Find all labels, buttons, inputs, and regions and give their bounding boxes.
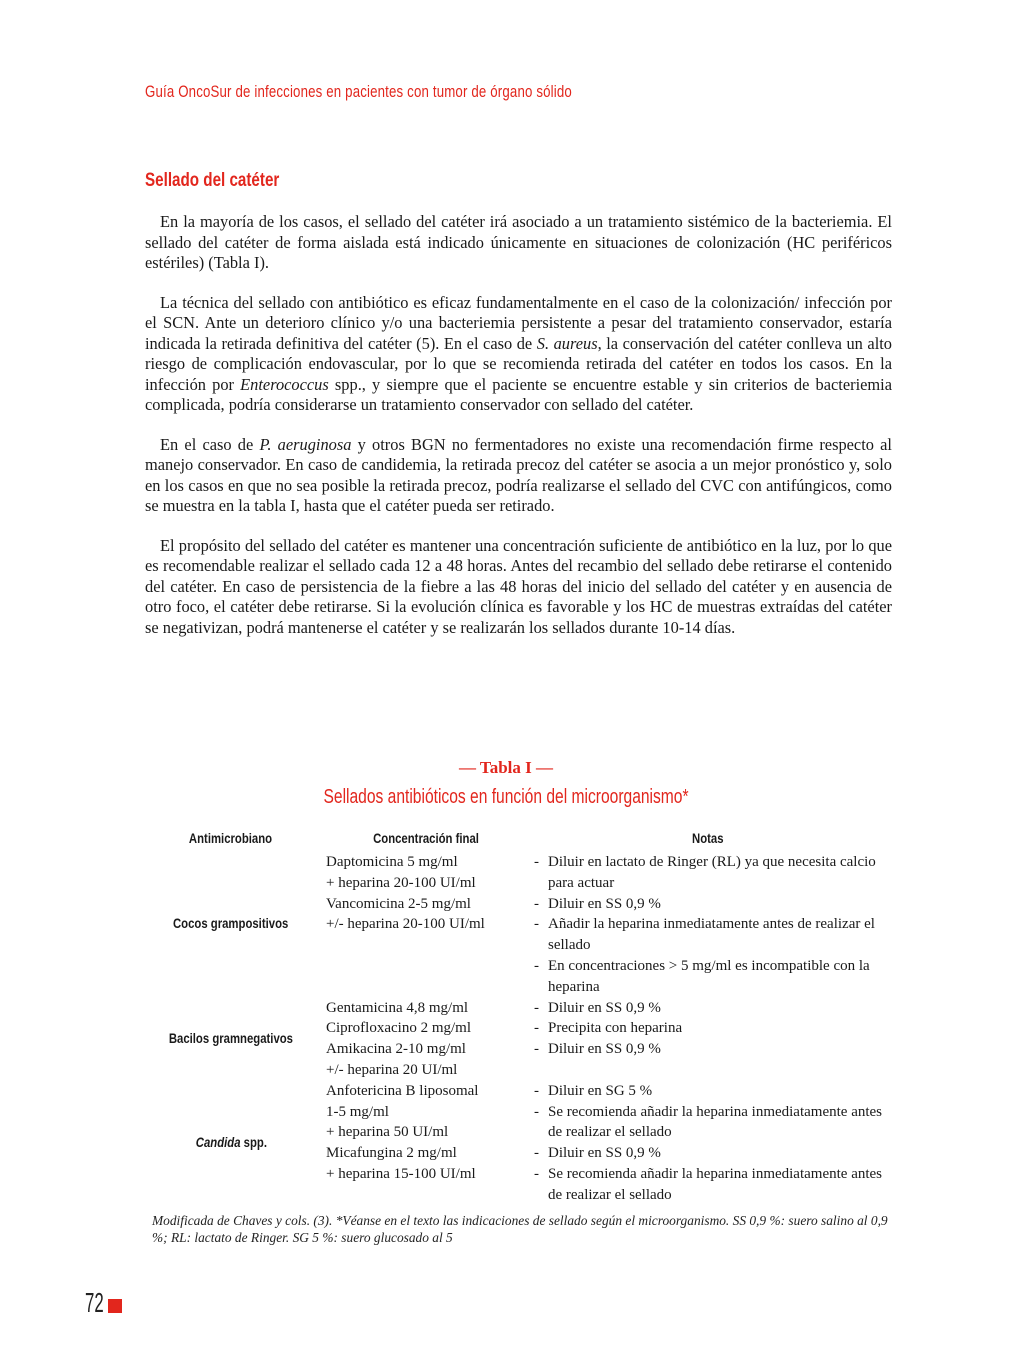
concentration-cell [312, 1081, 526, 1206]
concentration-cell [312, 852, 526, 998]
running-header: Guía OncoSur de infecciones en pacientes con tumor de órgano sólido [145, 82, 572, 101]
concentration-line: Amikacina 2-10 mg/ml [326, 1041, 466, 1058]
paragraph-1: En la mayoría de los casos, el sellado del catéter irá asociado a un tratamiento sistémico de la bacteriemia. El sellado del catéter de forma aislada está indicado únicamente en situaciones de colonización (HC periféricos estériles) (Tabla I). [145, 212, 892, 272]
note-item: - Diluir en SS 0,9 % [534, 1145, 661, 1162]
concentration-line: +/- heparina 20-100 UI/ml [326, 916, 485, 933]
paragraph-3: En el caso de P. aeruginosa y otros BGN no fermentadores no existe una recomendación firme respecto al manejo conservador. En caso de candidemia, la retirada precoz del catéter se asocia a un mejor pronóstico y, solo en los casos en que no sea posible la retirada precoz, podría realizarse el sellado del CVC con antifúngicos, como se muestra en la tabla I, hasta que el catéter pueda ser retirado. [145, 434, 892, 515]
concentration-line: Vancomicina 2-5 mg/ml [326, 895, 471, 912]
notes-cell [526, 1081, 890, 1206]
table-body [150, 852, 890, 1206]
paragraph-2: La técnica del sellado con antibiótico es eficaz fundamentalmente en el caso de la colonización/ infección por el SCN. Ante un deterioro clínico y/o una bacteriemia persistente a pesar del tratamiento conservador, estaría indicada la retirada definitiva del catéter (5). En el caso de S. aureus, la conservación del catéter conlleva un alto riesgo de complicación endovascular, por lo que se recomienda retirada del catéter en todos los casos. En la infección por Enterococcus spp., y siempre que el paciente se encuentre estable y sin criterios de bacteriemia complicada, podría considerarse un tratamiento conservador con sellado del catéter. [145, 292, 893, 414]
note-item: - En concentraciones > 5 mg/ml es incompatible con la heparina [534, 957, 870, 995]
concentration-cell [312, 998, 526, 1081]
note-item: - Diluir en SS 0,9 % [534, 895, 661, 912]
note-item: - Precipita con heparina [534, 1020, 683, 1037]
table-title-text: Sellados antibióticos en función del microorganismo* [323, 786, 689, 808]
notes-cell [526, 852, 890, 998]
paragraph-4: El propósito del sellado del catéter es mantener una concentración suficiente de antibiótico en la luz, por lo que es recomendable realizar el sellado cada 12 a 48 horas. Antes del recambio del sellado debe retirarse el contenido del catéter. En caso de persistencia de la fiebre a las 48 horas del inicio del sellado del catéter y en ausencia de otro foco, el catéter debe retirarse. Si la evolución clínica es favorable y los HC de muestras extraídas del catéter se negativizan, podrá mantenerse el catéter y se realizarán los sellados durante 10-14 días. [145, 535, 892, 637]
table-header-row [150, 826, 890, 852]
concentration-line: +/- heparina 20 UI/ml [326, 1061, 458, 1078]
note-item: - Se recomienda añadir la heparina inmediatamente antes de realizar el sellado [534, 1165, 883, 1203]
note-item: - Se recomienda añadir la heparina inmediatamente antes de realizar el sellado [534, 1103, 883, 1141]
note-item: - Diluir en lactato de Ringer (RL) ya que necesita calcio para actuar [534, 854, 876, 891]
table-row [150, 852, 890, 998]
table-title [0, 786, 1012, 809]
table-row [150, 1081, 890, 1206]
header-notes: Notas [692, 830, 724, 846]
concentration-line: Ciprofloxacino 2 mg/ml [326, 1020, 471, 1037]
section-title: Sellado del catéter [145, 170, 280, 191]
organism-label: Candida spp. [195, 1134, 267, 1150]
concentration-line: + heparina 15-100 UI/ml [326, 1165, 476, 1182]
concentration-line: Micafungina 2 mg/ml [326, 1145, 457, 1162]
concentration-line: Gentamicina 4,8 mg/ml [326, 999, 469, 1016]
note-item: - Diluir en SG 5 % [534, 1082, 653, 1099]
concentration-line: + heparina 50 UI/ml [326, 1124, 449, 1141]
body-text [145, 212, 892, 657]
concentration-line: + heparina 20-100 UI/ml [326, 874, 476, 891]
table-number: — Tabla I — [458, 758, 553, 777]
organism-label: Bacilos gramnegativos [168, 1030, 294, 1046]
header-concentration: Concentración final [373, 830, 479, 846]
organism-label: Cocos grampositivos [173, 916, 289, 932]
header-antimicrobial: Antimicrobiano [189, 830, 273, 846]
page-marker-square [108, 1299, 122, 1313]
table-footnote: Modificada de Chaves y cols. (3). *Véanse en el texto las indicaciones de sellado según el microorganismo. SS 0,9 %: suero salino al 0,9 %; RL: lactato de Ringer. SG 5 %: suero glucosado al 5 [152, 1213, 888, 1245]
concentration-line: 1-5 mg/ml [326, 1103, 389, 1120]
table-row [150, 998, 890, 1081]
notes-cell [526, 998, 890, 1081]
note-item: - Añadir la heparina inmediatamente antes de realizar el sellado [534, 916, 875, 954]
note-item: - Diluir en SS 0,9 % [534, 1041, 661, 1058]
note-item: - Diluir en SS 0,9 % [534, 999, 661, 1016]
antibiotic-lock-table [150, 826, 890, 1206]
concentration-line: Anfotericina B liposomal [326, 1082, 479, 1099]
page-number: 72 [85, 1287, 104, 1318]
concentration-line: Daptomicina 5 mg/ml [326, 854, 458, 870]
